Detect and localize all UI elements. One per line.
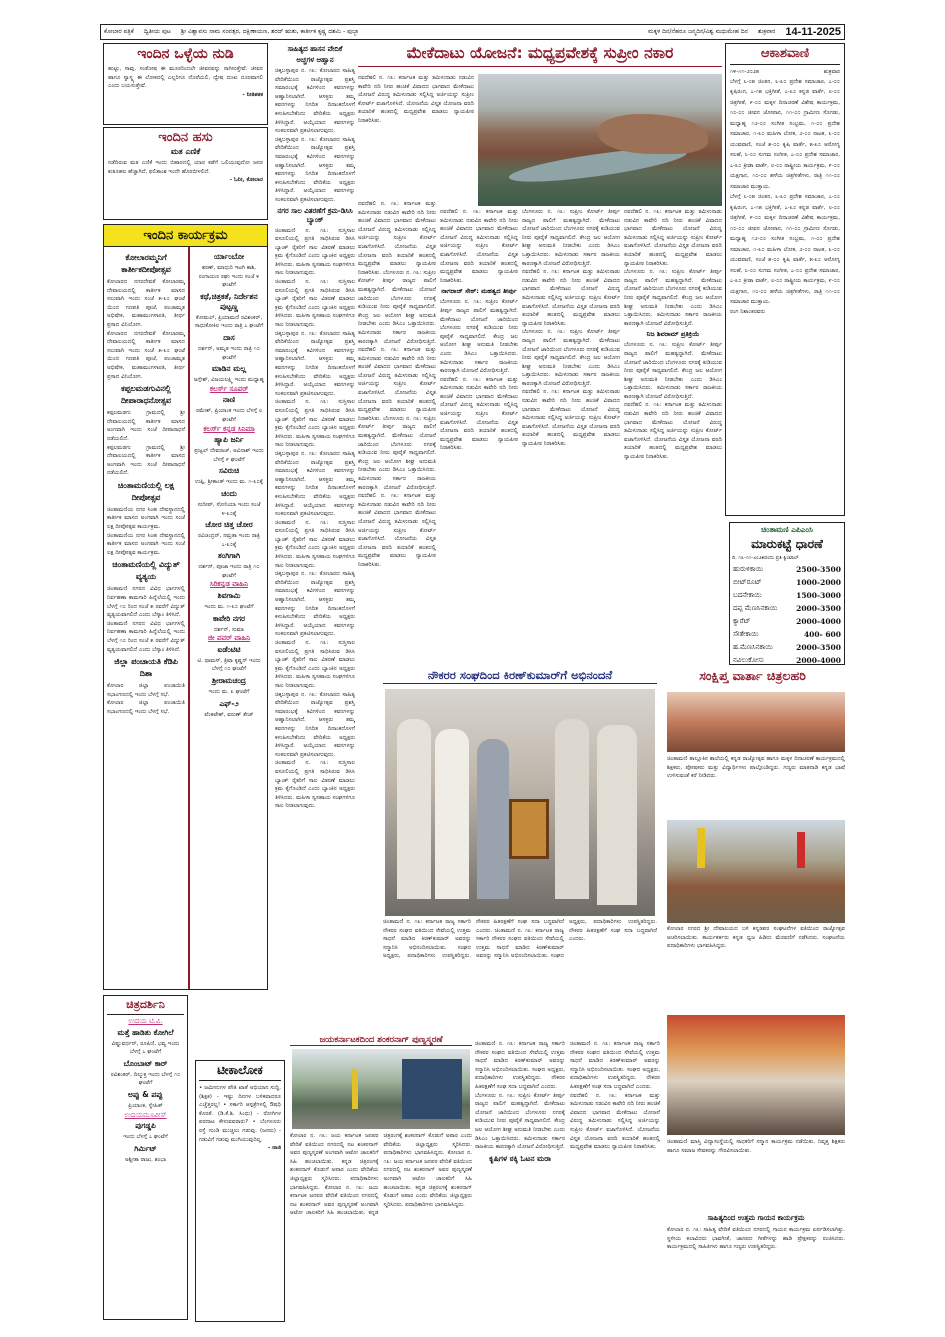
- market-row: [730, 628, 844, 641]
- film-text: ಇಂದು ಬೆಳಗ್ಗೆ ೭ ಘಂಟೆಗೆ: [123, 1134, 168, 1141]
- sahitya-text2-more: ಚಿಂತಾಮಣಿ ನ. ೧೩: ಸುಸ್ತಿಸಾಲ ವಸೂಲಿಯಲ್ಲಿ ಪ್ರಗತಿ ಸಾಧಿಸಿರುವ ಡಿಸಿಸಿ ಬ್ಯಾಂಕ್ ರೈತರಿಗೆ ಸಾಲ ವಿತರಣೆ ಮಾಡಲು ಕ್ರಮ ಕೈಗೊಂಡಿದೆ ಎಂದು ಬ್ಯಾಂಕಿನ ಅಧ್ಯಕ್ಷರು ತಿಳಿಸಿದರು. ಮಹಿಳಾ ಸ್ವಸಹಾಯ ಸಂಘಗಳಿಗೂ ಸಾಲ ನೀಡಲಾಗುವುದು.: [275, 279, 355, 329]
- brief-photo-1: [667, 692, 845, 752]
- tv-program-title: ಸವಿರುಚಿ: [218, 466, 240, 476]
- market-header: ಚಿಂತಾಮಣಿ ಎಪಿಎಂಸಿ: [761, 525, 813, 534]
- sahitya-text-cont3: ಚಿಕ್ಕಬಳ್ಳಾಪುರ ನ. ೧೩: ಕೋಲಾರದ ಸಾಹಿತ್ಯ ವೇದಿಕೆಯಿಂದ ರಾಜ್ಯೋತ್ಸವ ಪ್ರಶಸ್ತಿ ಸಮಾರಂಭಕ್ಕೆ ಕವಿಗಳಿಂದ ಕವನಗಳನ್ನು ಆಹ್ವಾನಿಸಲಾಗಿದೆ. ಆಸಕ್ತರು ತಮ್ಮ ಕವನಗಳನ್ನು ನಿಗದಿತ ದಿನಾಂಕದೊಳಗೆ ಕಳುಹಿಸಬೇಕೆಂದು ವೇದಿಕೆಯ ಅಧ್ಯಕ್ಷರು ತಿಳಿಸಿದ್ದಾರೆ. ಆಯ್ಕೆಯಾದ ಕವನಗಳನ್ನು ಸಂಕಲನವಾಗಿ ಪ್ರಕಟಿಸಲಾಗುವುದು.: [275, 571, 355, 638]
- market-price-box: [729, 522, 845, 665]
- brief-text: ಕೋಲಾರ ನ. ೧೩: ಸಾಹಿತ್ಯ ವೇದಿಕೆ ವತಿಯಿಂದ ನಗರದಲ್ಲಿ ಗಾಯನ ಕಾರ್ಯಕ್ರಮ ಏರ್ಪಡಿಸಲಾಗಿತ್ತು. ಸ್ಥಳೀಯ ಕಲಾವಿದರು ಭಾವಗೀತೆ, ಜಾನಪದ ಗೀತೆಗಳನ್ನು ಹಾಡಿ ಪ್ರೇಕ್ಷಕರನ್ನು ರಂಜಿಸಿದರು. ಕಾರ್ಯಕ್ರಮದಲ್ಲಿ ಸಾಹಿತಿಗಳು ಹಾಗೂ ಗಣ್ಯರು ಉಪಸ್ಥಿತರಿದ್ದರು.: [667, 1227, 845, 1251]
- main-text-1b: ನವದೆಹಲಿ ನ. ೧೩: ಕರ್ನಾಟಕ ಮತ್ತು ತಮಿಳುನಾಡು ನಡುವಿನ ಕಾವೇರಿ ನದಿ ನೀರು ಹಂಚಿಕೆ ವಿವಾದದ ಭಾಗವಾದ ಮೇಕೆದಾಟು ಯೋಜನೆ ವಿರುದ್ಧ ತಮಿಳುನಾಡು ಸಲ್ಲಿಸಿದ್ದ ಅರ್ಜಿಯನ್ನು ಸುಪ್ರೀಂ ಕೋರ್ಟ್ ವಜಾಗೊಳಿಸಿದೆ. ಯೋಜನೆಯ ವಿಸ್ತೃತ ಯೋಜನಾ ವರದಿ ತಯಾರಿಕೆ ಹಂತದಲ್ಲಿ ಮಧ್ಯಪ್ರವೇಶ ಮಾಡಲು ನ್ಯಾಯಪೀಠ ನಿರಾಕರಿಸಿತು.: [358, 201, 436, 276]
- today-cartoon-author: - ಓನೀ, ಕೋಲಾರ: [229, 177, 263, 184]
- sahitya-text-cont: ಚಿಕ್ಕಬಳ್ಳಾಪುರ ನ. ೧೩: ಕೋಲಾರದ ಸಾಹಿತ್ಯ ವೇದಿಕೆಯಿಂದ ರಾಜ್ಯೋತ್ಸವ ಪ್ರಶಸ್ತಿ ಸಮಾರಂಭಕ್ಕೆ ಕವಿಗಳಿಂದ ಕವನಗಳನ್ನು ಆಹ್ವಾನಿಸಲಾಗಿದೆ. ಆಸಕ್ತರು ತಮ್ಮ ಕವನಗಳನ್ನು ನಿಗದಿತ ದಿನಾಂಕದೊಳಗೆ ಕಳುಹಿಸಬೇಕೆಂದು ವೇದಿಕೆಯ ಅಧ್ಯಕ್ಷರು ತಿಳಿಸಿದ್ದಾರೆ. ಆಯ್ಕೆಯಾದ ಕವನಗಳನ್ನು ಸಂಕಲನವಾಗಿ ಪ್ರಕಟಿಸಲಾಗುವುದು.: [275, 330, 355, 397]
- main-text-1c: ನವದೆಹಲಿ ನ. ೧೩: ಕರ್ನಾಟಕ ಮತ್ತು ತಮಿಳುನಾಡು ನಡುವಿನ ಕಾವೇರಿ ನದಿ ನೀರು ಹಂಚಿಕೆ ವಿವಾದದ ಭಾಗವಾದ ಮೇಕೆದಾಟು ಯೋಜನೆ ವಿರುದ್ಧ ತಮಿಳುನಾಡು ಸಲ್ಲಿಸಿದ್ದ ಅರ್ಜಿಯನ್ನು ಸುಪ್ರೀಂ ಕೋರ್ಟ್ ವಜಾಗೊಳಿಸಿದೆ. ಯೋಜನೆಯ ವಿಸ್ತೃತ ಯೋಜನಾ ವರದಿ ತಯಾರಿಕೆ ಹಂತದಲ್ಲಿ ಮಧ್ಯಪ್ರವೇಶ ಮಾಡಲು ನ್ಯಾಯಪೀಠ ನಿರಾಕರಿಸಿತು.: [358, 347, 436, 422]
- market-item: ಹುರುಳಿಕಾಯಿ: [733, 564, 763, 573]
- program-text: ಚಿಂತಾಮಣಿಯ ನಗರ ಸಿಂಹ ದೇವಸ್ಥಾನದಲ್ಲಿ ಕಾರ್ತೀಕ ಮಾಸದ ಅಂಗವಾಗಿ ಇಂದು ಸಂಜೆ ಲಕ್ಷ ದೀಪೋತ್ಸವ ಕಾರ್ಯಕ್ರಮ.: [107, 506, 185, 531]
- programs-box: [103, 224, 268, 990]
- programs-title: ಇಂದಿನ ಕಾರ್ಯಕ್ರಮ: [104, 225, 267, 247]
- brief-photo-2: [667, 820, 845, 923]
- panchanga: ಶ್ರೀ ವಿಶ್ವಾವಸು ನಾಮ ಸಂವತ್ಸರ, ದಕ್ಷಿಣಾಯಣ, ಶರದ್ ಋತು, ಕಾರ್ತೀಕ ಕೃಷ್ಣ ದಶಮಿ - ಪುಬ್ಬಾ: [180, 28, 359, 35]
- brief-caption-2: ಕೋಲಾರ ನಗರದ ಶ್ರೀ ದೇವಾಲಯದ ಬಳಿ ಕನ್ನಡಪರ ಸಂಘಟನೆಗಳ ವತಿಯಿಂದ ರಾಜ್ಯೋತ್ಸವ ಆಚರಿಸಲಾಯಿತು. ಕಾರ್ಯಕರ್ತರು ಕನ್ನಡ ಧ್ವಜ ಹಿಡಿದು ಮೆರವಣಿಗೆ ನಡೆಸಿದರು. ಸಂಘಟನೆಯ ಪದಾಧಿಕಾರಿಗಳು ಭಾಗವಹಿಸಿದ್ದರು.: [667, 926, 845, 950]
- good-word-author: - ನೀತಿಶತಕ: [242, 91, 263, 98]
- program-text-more: ಕೋಲಾರ ಜಿಲ್ಲಾ ಪಂಚಾಯಿತಿ ಸಭಾಂಗಣದಲ್ಲಿ ಇಂದು ಬೆಳಗ್ಗೆ ಸಭೆ.: [107, 700, 185, 715]
- program-text-more: ಚಿಂತಾಮಣಿ ನಗರದ ವಿವಿಧ ಭಾಗಗಳಲ್ಲಿ ನಿರ್ವಹಣಾ ಕಾಮಗಾರಿ ಹಿನ್ನೆಲೆಯಲ್ಲಿ ಇಂದು ಬೆಳಗ್ಗೆ ೧೦ ರಿಂದ ಸಂಜೆ ೫ ರವರೆಗೆ ವಿದ್ಯುತ್ ವ್ಯತ್ಯಯವಾಗಲಿದೆ ಎಂದು ಬೆಸ್ಕಾಂ ತಿಳಿಸಿದೆ.: [107, 620, 185, 653]
- sahitya-text2-cont4: ಚಿಂತಾಮಣಿ ನ. ೧೩: ಸುಸ್ತಿಸಾಲ ವಸೂಲಿಯಲ್ಲಿ ಪ್ರಗತಿ ಸಾಧಿಸಿರುವ ಡಿಸಿಸಿ ಬ್ಯಾಂಕ್ ರೈತರಿಗೆ ಸಾಲ ವಿತರಣೆ ಮಾಡಲು ಕ್ರಮ ಕೈಗೊಂಡಿದೆ ಎಂದು ಬ್ಯಾಂಕಿನ ಅಧ್ಯಕ್ಷರು ತಿಳಿಸಿದರು. ಮಹಿಳಾ ಸ್ವಸಹಾಯ ಸಂಘಗಳಿಗೂ ಸಾಲ ನೀಡಲಾಗುವುದು.: [275, 760, 355, 810]
- extra-text-2: ನವದೆಹಲಿ ನ. ೧೩: ಕರ್ನಾಟಕ ಮತ್ತು ತಮಿಳುನಾಡು ನಡುವಿನ ಕಾವೇರಿ ನದಿ ನೀರು ಹಂಚಿಕೆ ವಿವಾದದ ಭಾಗವಾದ ಮೇಕೆದಾಟು ಯೋಜನೆ ವಿರುದ್ಧ ತಮಿಳುನಾಡು ಸಲ್ಲಿಸಿದ್ದ ಅರ್ಜಿಯನ್ನು ಸುಪ್ರೀಂ ಕೋರ್ಟ್ ವಜಾಗೊಳಿಸಿದೆ. ಯೋಜನೆಯ ವಿಸ್ತೃತ ಯೋಜನಾ ವರದಿ ತಯಾರಿಕೆ ಹಂತದಲ್ಲಿ ಮಧ್ಯಪ್ರವೇಶ ಮಾಡಲು ನ್ಯಾಯಪೀಠ ನಿರಾಕರಿಸಿತು.: [570, 1092, 660, 1151]
- kiran-text: [383, 918, 657, 1036]
- main-text-1d: ನವದೆಹಲಿ ನ. ೧೩: ಕರ್ನಾಟಕ ಮತ್ತು ತಮಿಳುನಾಡು ನಡುವಿನ ಕಾವೇರಿ ನದಿ ನೀರು ಹಂಚಿಕೆ ವಿವಾದದ ಭಾಗವಾದ ಮೇಕೆದಾಟು ಯೋಜನೆ ವಿರುದ್ಧ ತಮಿಳುನಾಡು ಸಲ್ಲಿಸಿದ್ದ ಅರ್ಜಿಯನ್ನು ಸುಪ್ರೀಂ ಕೋರ್ಟ್ ವಜಾಗೊಳಿಸಿದೆ. ಯೋಜನೆಯ ವಿಸ್ತೃತ ಯೋಜನಾ ವರದಿ ತಯಾರಿಕೆ ಹಂತದಲ್ಲಿ ಮಧ್ಯಪ್ರವೇಶ ಮಾಡಲು ನ್ಯಾಯಪೀಠ ನಿರಾಕರಿಸಿತು.: [358, 493, 436, 568]
- good-word-title: ಇಂದಿನ ಒಳ್ಳೆಯ ನುಡಿ: [137, 46, 234, 62]
- tv-program-text: ದರ್ಶನ್, ಅಮೃತ ಇಂದು ರಾತ್ರಿ ೧೦ ಘಂಟೆಗೆ: [198, 345, 260, 361]
- mekedatu-photo: [478, 74, 722, 206]
- masthead-bar: [100, 24, 845, 40]
- main-subhead: ನಾಗರಾಜ್ ಸೇಠ್: ಮಹತ್ವದ ತೀರ್ಪು: [441, 287, 517, 296]
- main-text-col2: [358, 200, 436, 662]
- chitradarshini-channel: ಉದಯ ಟಿ.ವಿ.: [128, 1017, 163, 1025]
- extra-text-1: ಬೆಂಗಳೂರು ನ. ೧೩: ಸುಪ್ರೀಂ ಕೋರ್ಟ್ ತೀರ್ಪು ರಾಜ್ಯದ ಪಾಲಿಗೆ ಮಹತ್ವದ್ದಾಗಿದೆ. ಮೇಕೆದಾಟು ಯೋಜನೆ ಜಾರಿಯಿಂದ ಬೆಂಗಳೂರು ನಗರಕ್ಕೆ ಕುಡಿಯುವ ನೀರು ಪೂರೈಕೆ ಸಾಧ್ಯವಾಗಲಿದೆ. ಕೇಂದ್ರ ಜಲ ಆಯೋಗ ಶೀಘ್ರ ಅನುಮತಿ ನೀಡಬೇಕು ಎಂದು ಡಿಸಿಎಂ ಒತ್ತಾಯಿಸಿದರು. ತಮಿಳುನಾಡು ಸರ್ಕಾರ ರಾಜಕೀಯ ಕಾರಣಕ್ಕಾಗಿ ಯೋಜನೆ ವಿರೋಧಿಸುತ್ತಿದೆ.: [475, 1092, 565, 1151]
- market-row: [730, 654, 844, 665]
- weekday: ಶುಕ್ರವಾರ: [758, 28, 776, 35]
- market-item: ದಪ್ಪ ಮೆಣಸಿನಕಾಯಿ: [733, 603, 778, 612]
- tv-program-text: ರಮೇಶ್, ಪ್ರಿಯಾಂಕ ಇಂದು ಬೆಳಗ್ಗೆ ೮ ಘಂಟೆಗೆ: [196, 408, 262, 423]
- main-text-col4: [522, 208, 620, 663]
- main-text-col5: [624, 208, 722, 663]
- tv-program-text: ಶರಣ್, ಮಾಧುರಿ ಇಟಗಿ ಕಾಶಿ, ರಂಗಾಯಣ ರಘು ಇಂದು ಸಂಜೆ ೪ ಘಂಟೆಗೆ: [198, 265, 260, 289]
- page-label: ದ್ವಿತೀಯ ಪುಟ: [143, 28, 171, 35]
- brief-photo-3: [667, 1015, 845, 1135]
- film-title: ಪುಗಡ್ಡಪಿ: [135, 1121, 156, 1131]
- tv-program-title: ತಂಗಿಗಾಗಿ: [217, 551, 241, 561]
- program-text: ಚಿಂತಾಮಣಿ ನಗರದ ವಿವಿಧ ಭಾಗಗಳಲ್ಲಿ ನಿರ್ವಹಣಾ ಕಾಮಗಾರಿ ಹಿನ್ನೆಲೆಯಲ್ಲಿ ಇಂದು ಬೆಳಗ್ಗೆ ೧೦ ರಿಂದ ಸಂಜೆ ೫ ರವರೆಗೆ ವಿದ್ಯುತ್ ವ್ಯತ್ಯಯವಾಗಲಿದೆ ಎಂದು ಬೆಸ್ಕಾಂ ತಿಳಿಸಿದೆ.: [107, 586, 185, 619]
- jaya-text-3: ಕೋಲಾರ ನ. ೧೩: ಜಯ ಕರ್ನಾಟಕ ಜನಪರ ವೇದಿಕೆ ವತಿಯಿಂದ ನಗರದಲ್ಲಿ ನಟ ಶಂಕರನಾಗ್ ಅವರ ಪುಣ್ಯಸ್ಮರಣೆ ಅಂಗವಾಗಿ ಆಟೋ ಚಾಲಕರಿಗೆ ಸಿಹಿ ಹಂಚಲಾಯಿತು. ಕನ್ನಡ ಚಿತ್ರರಂಗಕ್ಕೆ ಶಂಕರನಾಗ್ ಕೊಡುಗೆ ಅಪಾರ ಎಂದು ವೇದಿಕೆಯ ಜಿಲ್ಲಾಧ್ಯಕ್ಷರು ಸ್ಮರಿಸಿದರು. ಪದಾಧಿಕಾರಿಗಳು ಭಾಗವಹಿಸಿದ್ದರು.: [383, 1150, 472, 1208]
- tv-program-text: ದರ್ಶನ್, ಪೂಜಾ ಇಂದು ರಾತ್ರಿ ೧೦ ಘಂಟೆಗೆ: [198, 564, 260, 579]
- program-text: ಕೋಲಾರದ ನಗರದೇವತೆ ಕೋಲಾರಮ್ಮ ದೇವಾಲಯದಲ್ಲಿ ಕಾರ್ತೀಕ ಮಾಸದ ಸಲುವಾಗಿ ಇಂದು ಸಂಜೆ ೫-೩೦ ಘಂಟೆ ಯಿಂದ ಗಣಪತಿ ಪೂಜೆ, ಪಂಚಾಮೃತ ಅಭಿಷೇಕ, ಮಹಾಮಂಗಳಾರತಿ, ತೀರ್ಥ ಪ್ರಸಾದ ವಿನಿಯೋಗ.: [107, 279, 185, 328]
- tv-program-text: ಕೋಮಲ್, ಪ್ರಿಯಾಮಣಿ ರವಿಶಂಕರ್, ಸಾಧುಕೋಕಿಲ ಇಂದು ರಾತ್ರಿ ೭ ಘಂಟೆಗೆ: [194, 314, 264, 330]
- film-title: ಗಿರ್ಮಿಟ್: [134, 1143, 157, 1153]
- main-text-2g: ಬೆಂಗಳೂರು ನ. ೧೩: ಸುಪ್ರೀಂ ಕೋರ್ಟ್ ತೀರ್ಪು ರಾಜ್ಯದ ಪಾಲಿಗೆ ಮಹತ್ವದ್ದಾಗಿದೆ. ಮೇಕೆದಾಟು ಯೋಜನೆ ಜಾರಿಯಿಂದ ಬೆಂಗಳೂರು ನಗರಕ್ಕೆ ಕುಡಿಯುವ ನೀರು ಪೂರೈಕೆ ಸಾಧ್ಯವಾಗಲಿದೆ. ಕೇಂದ್ರ ಜಲ ಆಯೋಗ ಶೀಘ್ರ ಅನುಮತಿ ನೀಡಬೇಕು ಎಂದು ಡಿಸಿಎಂ ಒತ್ತಾಯಿಸಿದರು. ತಮಿಳುನಾಡು ಸರ್ಕಾರ ರಾಜಕೀಯ ಕಾರಣಕ್ಕಾಗಿ ಯೋಜನೆ ವಿರೋಧಿಸುತ್ತಿದೆ.: [624, 342, 722, 400]
- akashavani-title: ಆಕಾಶವಾಣಿ: [730, 46, 840, 65]
- market-price: 2000-3500: [796, 603, 841, 613]
- tv-program-title: ಮಾಡಿನ ಮಲ್ಲ: [211, 364, 247, 374]
- akashavani-schedule-more: ಬೆಳಗ್ಗೆ ೬-೦೫ ಚಿಂತನ, ೬-೩೦ ಪ್ರದೇಶ ಸಮಾಚಾರ, ೭-೦೦ ಕೃಷಿರಂಗ, ೭-೧೫ ಭಕ್ತಿಗೀತೆ, ೭-೩೦ ಕನ್ನಡ ವಾರ್ತೆ, ೮-೦೦ ಚಿತ್ರಗೀತೆ, ೯-೦೦ ಮಕ್ಕಳ ದಿನಾಚರಣೆ ವಿಶೇಷ ಕಾರ್ಯಕ್ರಮ, ೧೦-೦೦ ಜೀವನ ಜೋಪಾನ, ೧೧-೦೦ ಗ್ರಾಮೀಣ ಸೊಗಡು, ಮಧ್ಯಾಹ್ನ ೧೨-೦೦ ಸಂಗೀತ ಸಂಭ್ರಮ, ೧-೦೦ ಪ್ರದೇಶ ಸಮಾಚಾರ, ೧-೩೦ ಮಹಿಳಾ ಲೋಕ, ೨-೦೦ ನಾಟಕ, ೩-೦೦ ಯುವವಾಣಿ, ಸಂಜೆ ೫-೦೦ ಕೃಷಿ ವಾರ್ತೆ, ೫-೩೦ ಆರೋಗ್ಯ ಸಲಹೆ, ೬-೦೦ ಸುಗಮ ಸಂಗೀತ, ೭-೦೦ ಪ್ರದೇಶ ಸಮಾಚಾರ, ೭-೩೦ ಕ್ರೀಡಾ ವಾರ್ತೆ, ೮-೦೦ ರಾಷ್ಟ್ರೀಯ ಕಾರ್ಯಕ್ರಮ, ೯-೦೦ ಯಕ್ಷಗಾನ, ೧೦-೦೦ ಹಳೆಯ ಚಿತ್ರಗೀತೆಗಳು, ರಾತ್ರಿ ೧೧-೦೦ ಸಮಾಚಾರ ಮುಕ್ತಾಯ.: [730, 194, 840, 306]
- film-text: ಪ್ರಿಯಾಂಕ, ಸ್ನೇಹಿತ್: [128, 1102, 163, 1109]
- akashavani-box: [725, 43, 845, 516]
- market-note: ದಿ. ೧೩-೧೧-೨೦೨೫ರಂದು ಪ್ರತಿ ಕ್ವಿಂಟಾಲ್: [732, 555, 799, 561]
- date: 14-11-2025: [785, 26, 841, 38]
- jaya-text-2: ಕೋಲಾರ ನ. ೧೩: ಜಯ ಕರ್ನಾಟಕ ಜನಪರ ವೇದಿಕೆ ವತಿಯಿಂದ ನಗರದಲ್ಲಿ ನಟ ಶಂಕರನಾಗ್ ಅವರ ಪುಣ್ಯಸ್ಮರಣೆ ಅಂಗವಾಗಿ ಆಟೋ ಚಾಲಕರಿಗೆ ಸಿಹಿ ಹಂಚಲಾಯಿತು. ಕನ್ನಡ ಚಿತ್ರರಂಗಕ್ಕೆ ಶಂಕರನಾಗ್ ಕೊಡುಗೆ ಅಪಾರ ಎಂದು ವೇದಿಕೆಯ ಜಿಲ್ಲಾಧ್ಯಕ್ಷರು ಸ್ಮರಿಸಿದರು. ಪದಾಧಿಕಾರಿಗಳು ಭಾಗವಹಿಸಿದ್ದರು.: [290, 1133, 472, 1217]
- tv-program-title: ಕಾವೇರಿ ನಗರ: [212, 613, 246, 623]
- today-cartoon-text: ನಡೆದಿರುವ ಮತ ಎಣಿಕೆ ಇಂದು ಬಿಹಾರದಲ್ಲಿ ಯಾರ ಕಡೆಗೆ ಒಲಿಯುವುದೋ ಜನರ ಕುತೂಹಲ ಹೆಚ್ಚಾಗಿದೆ, ಫಲಿತಾಂಶ ಇಂದೇ ಹೊರಬೀಳಲಿದೆ.: [108, 160, 263, 175]
- tv-program-text: ಸುದೀಪ್, ಸೋನಿಯಾ ಇಂದು ಸಂಜೆ ೪-೩೦ಕ್ಕೆ: [197, 501, 261, 517]
- sahitya-text-cont4: ಚಿಕ್ಕಬಳ್ಳಾಪುರ ನ. ೧೩: ಕೋಲಾರದ ಸಾಹಿತ್ಯ ವೇದಿಕೆಯಿಂದ ರಾಜ್ಯೋತ್ಸವ ಪ್ರಶಸ್ತಿ ಸಮಾರಂಭಕ್ಕೆ ಕವಿಗಳಿಂದ ಕವನಗಳನ್ನು ಆಹ್ವಾನಿಸಲಾಗಿದೆ. ಆಸಕ್ತರು ತಮ್ಮ ಕವನಗಳನ್ನು ನಿಗದಿತ ದಿನಾಂಕದೊಳಗೆ ಕಳುಹಿಸಬೇಕೆಂದು ವೇದಿಕೆಯ ಅಧ್ಯಕ್ಷರು ತಿಳಿಸಿದ್ದಾರೆ. ಆಯ್ಕೆಯಾದ ಕವನಗಳನ್ನು ಸಂಕಲನವಾಗಿ ಪ್ರಕಟಿಸಲಾಗುವುದು.: [275, 691, 355, 758]
- market-row: [730, 615, 844, 628]
- channel-name: ಕಲರ್ಸ್ ಕನ್ನಡ ಸಿನಿಮಾ: [203, 424, 255, 433]
- good-word-box: [103, 43, 268, 125]
- jaya-text: [290, 1132, 472, 1322]
- program-text-more: ಚಿಂತಾಮಣಿಯ ನಗರ ಸಿಂಹ ದೇವಸ್ಥಾನದಲ್ಲಿ ಕಾರ್ತೀಕ ಮಾಸದ ಅಂಗವಾಗಿ ಇಂದು ಸಂಜೆ ಲಕ್ಷ ದೀಪೋತ್ಸವ ಕಾರ್ಯಕ್ರಮ.: [107, 532, 185, 556]
- market-price: 1000-2000: [796, 577, 841, 587]
- tv-program-text: ಇಂದು ಮ. ೩ ಘಂಟೆಗೆ: [208, 689, 250, 696]
- film-title: ಬೊಂಬಾಟ್ ಕಾರ್: [123, 1058, 168, 1068]
- kiran-felicitation-photo: [385, 689, 655, 916]
- sahitya-column: [275, 43, 355, 1038]
- market-row: [730, 641, 844, 654]
- akashavani-schedule: ಬೆಳಗ್ಗೆ ೬-೦೫ ಚಿಂತನ, ೬-೩೦ ಪ್ರದೇಶ ಸಮಾಚಾರ, ೭-೦೦ ಕೃಷಿರಂಗ, ೭-೧೫ ಭಕ್ತಿಗೀತೆ, ೭-೩೦ ಕನ್ನಡ ವಾರ್ತೆ, ೮-೦೦ ಚಿತ್ರಗೀತೆ, ೯-೦೦ ಮಕ್ಕಳ ದಿನಾಚರಣೆ ವಿಶೇಷ ಕಾರ್ಯಕ್ರಮ, ೧೦-೦೦ ಜೀವನ ಜೋಪಾನ, ೧೧-೦೦ ಗ್ರಾಮೀಣ ಸೊಗಡು, ಮಧ್ಯಾಹ್ನ ೧೨-೦೦ ಸಂಗೀತ ಸಂಭ್ರಮ, ೧-೦೦ ಪ್ರದೇಶ ಸಮಾಚಾರ, ೧-೩೦ ಮಹಿಳಾ ಲೋಕ, ೨-೦೦ ನಾಟಕ, ೩-೦೦ ಯುವವಾಣಿ, ಸಂಜೆ ೫-೦೦ ಕೃಷಿ ವಾರ್ತೆ, ೫-೩೦ ಆರೋಗ್ಯ ಸಲಹೆ, ೬-೦೦ ಸುಗಮ ಸಂಗೀತ, ೭-೦೦ ಪ್ರದೇಶ ಸಮಾಚಾರ, ೭-೩೦ ಕ್ರೀಡಾ ವಾರ್ತೆ, ೮-೦೦ ರಾಷ್ಟ್ರೀಯ ಕಾರ್ಯಕ್ರಮ, ೯-೦೦ ಯಕ್ಷಗಾನ, ೧೦-೦೦ ಹಳೆಯ ಚಿತ್ರಗೀತೆಗಳು, ರಾತ್ರಿ ೧೧-೦೦ ಸಮಾಚಾರ ಮುಕ್ತಾಯ.: [730, 78, 840, 190]
- brief-caption-3: ಚಿಂತಾಮಣಿ ಮಾಸ್ತಿ ವಿದ್ಯಾಸಂಸ್ಥೆಯಲ್ಲಿ ಸಾಧಕರಿಗೆ ಸನ್ಮಾನ ಕಾರ್ಯಕ್ರಮ ನಡೆಯಿತು. ನಿವೃತ್ತ ಶಿಕ್ಷಕರು ಹಾಗೂ ಸಮಾಜ ಸೇವಕರನ್ನು ಗೌರವಿಸಲಾಯಿತು.: [667, 1139, 845, 1154]
- market-row: [730, 563, 844, 576]
- kiran-subhead: ಕೃಷಿಗಳ ಠಕ್ಕಿ ಓಟನ ಮರಾ: [489, 1153, 551, 1163]
- program-text: ಕೋಲಾರ ಜಿಲ್ಲಾ ಪಂಚಾಯಿತಿ ಸಭಾಂಗಣದಲ್ಲಿ ಇಂದು ಬೆಳಗ್ಗೆ ಸಭೆ.: [107, 683, 185, 698]
- chitradarshini-list: [107, 1028, 184, 1165]
- market-table: [730, 563, 844, 665]
- film-text: ರವಿಶಂಕರ್, ದಿಲ್ಮುಕ್ತ ಇಂದು ಬೆಳಗ್ಗೆ ೧೦ ಘಂಟೆಗೆ: [110, 1071, 181, 1087]
- main-text-col1: [358, 74, 474, 199]
- market-item: ಸೌತೇಕಾಯಿ: [733, 629, 759, 638]
- chitradarshini-box: [103, 995, 188, 1320]
- akashavani-footer: ರಂಗ ನಿಶಾಂತರವರು: [730, 308, 766, 315]
- market-price: 400- 600: [803, 629, 841, 639]
- market-item: ಬದನೇಕಾಯಿ: [733, 590, 762, 599]
- good-word-text: ಹುಟ್ಟು, ಸಾವು, ಸಂತೋಷ ಈ ಮೂರರಿಂದಲೇ ಜೀವನವನ್ನು ಸಾಗಿಸುತ್ತೇವೆ. ಜೀವನ ಹಾಗೂ ಸ್ವಾಸ್ಥ್ಯ ಈ ಲೋಕದಲ್ಲಿ ಎಲ್ಲರಿಗೂ ದೊರೆಯಲಿ, ದ್ವೇಷ ದುಃಖ ದೂರವಾಗಲಿ ಎಂದು ಬಯಸುತ್ತೇವೆ.: [108, 66, 263, 90]
- main-text-col3: [440, 208, 518, 663]
- tv-program-title: ಹ್ಯಾಪಿ ಜರ್ನಿ: [214, 435, 244, 445]
- paper-name: ಕೋಲಾರ ಪತ್ರಿಕೆ: [104, 28, 134, 35]
- brief-title: ಸಂಕ್ಷಿಪ್ತ ವಾರ್ತಾ ಚಿತ್ರಲಹರಿ: [699, 668, 806, 683]
- market-price: 2000-3500: [796, 642, 841, 652]
- channel-name: ಉದಯಮೂವೀಸ್: [124, 1110, 167, 1119]
- kiran-text-1: ಚಿಂತಾಮಣಿ ನ. ೧೩: ಕರ್ನಾಟಕ ರಾಜ್ಯ ಸರ್ಕಾರಿ ನೌಕರರ ಸಂಘದ ವತಿಯಿಂದ ಸೇವೆಯಲ್ಲಿ ಉತ್ತಮ ಸಾಧನೆ ಮಾಡಿದ ಕಿರಣ್‌ಕುಮಾರ್ ಅವರನ್ನು ಸನ್ಮಾನಿಸಿ ಅಭಿನಂದಿಸಲಾಯಿತು. ಸಂಘದ ಅಧ್ಯಕ್ಷರು, ಪದಾಧಿಕಾರಿಗಳು ಉಪಸ್ಥಿತರಿದ್ದರು. ನೌಕರರ ಹಿತರಕ್ಷಣೆಗೆ ಸಂಘ ಸದಾ ಬದ್ಧವಾಗಿದೆ ಎಂದರು.: [383, 919, 564, 960]
- channel-name: ಸಿರಿಕನ್ನಡ ವಾಹಿನಿ: [210, 580, 248, 589]
- akashavani-date-row: [730, 68, 840, 77]
- program-title: ಚಿಂತಾಮಣಿಯಲ್ಲಿ ವಿದ್ಯುತ್ ವ್ಯತ್ಯಯ: [112, 560, 180, 582]
- tv-program-text: ರವಿಚಂದ್ರನ್, ನಮ್ರತಾ ಇಂದು ರಾತ್ರಿ ೭-೩೦ಕ್ಕೆ: [197, 533, 260, 548]
- today-cartoon-box: [103, 127, 268, 220]
- tv-program-text: ದರ್ಶನ್, ಸುಮಾ: [213, 626, 245, 633]
- film-title: ಮತ್ತೆ ಹಾಡಿತು ಕೋಗಿಲೆ: [117, 1027, 174, 1037]
- market-price: 2000-4000: [796, 655, 841, 665]
- sahitya-sub2: ನಗರ ಸಾಲ ವಿತರಣೆಗೆ ಕ್ರಮ-ಡಿಸಿಸಿ ಬ್ಯಾಂಕ್: [277, 206, 353, 224]
- tv-program-title: ಚಂದು: [221, 488, 237, 498]
- main-text-2: ಬೆಂಗಳೂರು ನ. ೧೩: ಸುಪ್ರೀಂ ಕೋರ್ಟ್ ತೀರ್ಪು ರಾಜ್ಯದ ಪಾಲಿಗೆ ಮಹತ್ವದ್ದಾಗಿದೆ. ಮೇಕೆದಾಟು ಯೋಜನೆ ಜಾರಿಯಿಂದ ಬೆಂಗಳೂರು ನಗರಕ್ಕೆ ಕುಡಿಯುವ ನೀರು ಪೂರೈಕೆ ಸಾಧ್ಯವಾಗಲಿದೆ. ಕೇಂದ್ರ ಜಲ ಆಯೋಗ ಶೀಘ್ರ ಅನುಮತಿ ನೀಡಬೇಕು ಎಂದು ಡಿಸಿಎಂ ಒತ್ತಾಯಿಸಿದರು. ತಮಿಳುನಾಡು ಸರ್ಕಾರ ರಾಜಕೀಯ ಕಾರಣಕ್ಕಾಗಿ ಯೋಜನೆ ವಿರೋಧಿಸುತ್ತಿದೆ.: [440, 299, 518, 375]
- market-row: [730, 589, 844, 602]
- tv-program-title: ಎಫ್-೨: [219, 698, 239, 708]
- sahitya-text-cont2: ಚಿಕ್ಕಬಳ್ಳಾಪುರ ನ. ೧೩: ಕೋಲಾರದ ಸಾಹಿತ್ಯ ವೇದಿಕೆಯಿಂದ ರಾಜ್ಯೋತ್ಸವ ಪ್ರಶಸ್ತಿ ಸಮಾರಂಭಕ್ಕೆ ಕವಿಗಳಿಂದ ಕವನಗಳನ್ನು ಆಹ್ವಾನಿಸಲಾಗಿದೆ. ಆಸಕ್ತರು ತಮ್ಮ ಕವನಗಳನ್ನು ನಿಗದಿತ ದಿನಾಂಕದೊಳಗೆ ಕಳುಹಿಸಬೇಕೆಂದು ವೇದಿಕೆಯ ಅಧ್ಯಕ್ಷರು ತಿಳಿಸಿದ್ದಾರೆ. ಆಯ್ಕೆಯಾದ ಕವನಗಳನ್ನು ಸಂಕಲನವಾಗಿ ಪ್ರಕಟಿಸಲಾಗುವುದು.: [275, 450, 355, 518]
- market-item: ಹ.ಮೆಣಸಿನಕಾಯಿ: [733, 642, 773, 651]
- program-text: ಕಪ್ಪಲಮಡಗು ಗ್ರಾಮದಲ್ಲಿ ಶ್ರೀ ದೇವಾಲಯದಲ್ಲಿ ಕಾರ್ತೀಕ ಮಾಸದ ಅಂಗವಾಗಿ ಇಂದು ಸಂಜೆ ದೀಪಾರಾಧನೆ ನಡೆಯಲಿದೆ.: [107, 410, 185, 442]
- market-row: [730, 576, 844, 589]
- main-headline: ಮೇಕೆದಾಟು ಯೋಜನೆ: ಮಧ್ಯಪ್ರವೇಶಕ್ಕೆ ಸುಪ್ರೀಂ ನಕಾರ: [358, 44, 722, 67]
- main-text-2f: ಬೆಂಗಳೂರು ನ. ೧೩: ಸುಪ್ರೀಂ ಕೋರ್ಟ್ ತೀರ್ಪು ರಾಜ್ಯದ ಪಾಲಿಗೆ ಮಹತ್ವದ್ದಾಗಿದೆ. ಮೇಕೆದಾಟು ಯೋಜನೆ ಜಾರಿಯಿಂದ ಬೆಂಗಳೂರು ನಗರಕ್ಕೆ ಕುಡಿಯುವ ನೀರು ಪೂರೈಕೆ ಸಾಧ್ಯವಾಗಲಿದೆ. ಕೇಂದ್ರ ಜಲ ಆಯೋಗ ಶೀಘ್ರ ಅನುಮತಿ ನೀಡಬೇಕು ಎಂದು ಡಿಸಿಎಂ ಒತ್ತಾಯಿಸಿದರು. ತಮಿಳುನಾಡು ಸರ್ಕಾರ ರಾಜಕೀಯ ಕಾರಣಕ್ಕಾಗಿ ಯೋಜನೆ ವಿರೋಧಿಸುತ್ತಿದೆ.: [624, 269, 722, 327]
- sahitya-text2: ಚಿಂತಾಮಣಿ ನ. ೧೩: ಸುಸ್ತಿಸಾಲ ವಸೂಲಿಯಲ್ಲಿ ಪ್ರಗತಿ ಸಾಧಿಸಿರುವ ಡಿಸಿಸಿ ಬ್ಯಾಂಕ್ ರೈತರಿಗೆ ಸಾಲ ವಿತರಣೆ ಮಾಡಲು ಕ್ರಮ ಕೈಗೊಂಡಿದೆ ಎಂದು ಬ್ಯಾಂಕಿನ ಅಧ್ಯಕ್ಷರು ತಿಳಿಸಿದರು. ಮಹಿಳಾ ಸ್ವಸಹಾಯ ಸಂಘಗಳಿಗೂ ಸಾಲ ನೀಡಲಾಗುವುದು.: [275, 227, 355, 277]
- market-row: [730, 602, 844, 615]
- chitradarshini-title: ಚಿತ್ರದರ್ಶಿನಿ: [107, 998, 184, 1015]
- tv-program-title: ಕಥೆ,ಚಿತ್ರಕತೆ, ನಿರ್ದೇಶನ ಪುಟ್ಟಣ್ಣ: [200, 291, 258, 311]
- sahitya-text-more: ಚಿಕ್ಕಬಳ್ಳಾಪುರ ನ. ೧೩: ಕೋಲಾರದ ಸಾಹಿತ್ಯ ವೇದಿಕೆಯಿಂದ ರಾಜ್ಯೋತ್ಸವ ಪ್ರಶಸ್ತಿ ಸಮಾರಂಭಕ್ಕೆ ಕವಿಗಳಿಂದ ಕವನಗಳನ್ನು ಆಹ್ವಾನಿಸಲಾಗಿದೆ. ಆಸಕ್ತರು ತಮ್ಮ ಕವನಗಳನ್ನು ನಿಗದಿತ ದಿನಾಂಕದೊಳಗೆ ಕಳುಹಿಸಬೇಕೆಂದು ವೇದಿಕೆಯ ಅಧ್ಯಕ್ಷರು ತಿಳಿಸಿದ್ದಾರೆ. ಆಯ್ಕೆಯಾದ ಕವನಗಳನ್ನು ಸಂಕಲನವಾಗಿ ಪ್ರಕಟಿಸಲಾಗುವುದು.: [275, 136, 355, 203]
- sahitya-title: ಸಾಹಿತ್ಯದ ಹಾಸನ ವೇದಿಕೆ: [287, 45, 343, 53]
- tv-program-title: ರ್ಯಾಂಬೋ: [213, 252, 245, 261]
- sahitya-text2-cont: ಚಿಂತಾಮಣಿ ನ. ೧೩: ಸುಸ್ತಿಸಾಲ ವಸೂಲಿಯಲ್ಲಿ ಪ್ರಗತಿ ಸಾಧಿಸಿರುವ ಡಿಸಿಸಿ ಬ್ಯಾಂಕ್ ರೈತರಿಗೆ ಸಾಲ ವಿತರಣೆ ಮಾಡಲು ಕ್ರಮ ಕೈಗೊಂಡಿದೆ ಎಂದು ಬ್ಯಾಂಕಿನ ಅಧ್ಯಕ್ಷರು ತಿಳಿಸಿದರು. ಮಹಿಳಾ ಸ್ವಸಹಾಯ ಸಂಘಗಳಿಗೂ ಸಾಲ ನೀಡಲಾಗುವುದು.: [275, 399, 355, 449]
- main-text-2e: ಬೆಂಗಳೂರು ನ. ೧೩: ಸುಪ್ರೀಂ ಕೋರ್ಟ್ ತೀರ್ಪು ರಾಜ್ಯದ ಪಾಲಿಗೆ ಮಹತ್ವದ್ದಾಗಿದೆ. ಮೇಕೆದಾಟು ಯೋಜನೆ ಜಾರಿಯಿಂದ ಬೆಂಗಳೂರು ನಗರಕ್ಕೆ ಕುಡಿಯುವ ನೀರು ಪೂರೈಕೆ ಸಾಧ್ಯವಾಗಲಿದೆ. ಕೇಂದ್ರ ಜಲ ಆಯೋಗ ಶೀಘ್ರ ಅನುಮತಿ ನೀಡಬೇಕು ಎಂದು ಡಿಸಿಎಂ ಒತ್ತಾಯಿಸಿದರು. ತಮಿಳುನಾಡು ಸರ್ಕಾರ ರಾಜಕೀಯ ಕಾರಣಕ್ಕಾಗಿ ಯೋಜನೆ ವಿರೋಧಿಸುತ್ತಿದೆ.: [522, 329, 620, 387]
- tv-program-title: ಶ್ರೀರಾಮಚಂದ್ರ: [212, 676, 246, 686]
- tv-program-title: ನಾಣಿ: [222, 395, 236, 405]
- tv-program-text: ಉಪ್ಪಿ, ಶ್ರೀಕಾಂತ್ ಇಂದು ಮ. ೧-೩೦ಕ್ಕೆ: [194, 479, 264, 486]
- market-item: ಬೀಟ್‌ರೂಟ್: [733, 577, 762, 586]
- main-text-2b: ಬೆಂಗಳೂರು ನ. ೧೩: ಸುಪ್ರೀಂ ಕೋರ್ಟ್ ತೀರ್ಪು ರಾಜ್ಯದ ಪಾಲಿಗೆ ಮಹತ್ವದ್ದಾಗಿದೆ. ಮೇಕೆದಾಟು ಯೋಜನೆ ಜಾರಿಯಿಂದ ಬೆಂಗಳೂರು ನಗರಕ್ಕೆ ಕುಡಿಯುವ ನೀರು ಪೂರೈಕೆ ಸಾಧ್ಯವಾಗಲಿದೆ. ಕೇಂದ್ರ ಜಲ ಆಯೋಗ ಶೀಘ್ರ ಅನುಮತಿ ನೀಡಬೇಕು ಎಂದು ಡಿಸಿಎಂ ಒತ್ತಾಯಿಸಿದರು. ತಮಿಳುನಾಡು ಸರ್ಕಾರ ರಾಜಕೀಯ ಕಾರಣಕ್ಕಾಗಿ ಯೋಜನೆ ವಿರೋಧಿಸುತ್ತಿದೆ.: [358, 269, 436, 345]
- kiran-text-3: ಚಿಂತಾಮಣಿ ನ. ೧೩: ಕರ್ನಾಟಕ ರಾಜ್ಯ ಸರ್ಕಾರಿ ನೌಕರರ ಸಂಘದ ವತಿಯಿಂದ ಸೇವೆಯಲ್ಲಿ ಉತ್ತಮ ಸಾಧನೆ ಮಾಡಿದ ಕಿರಣ್‌ಕುಮಾರ್ ಅವರನ್ನು ಸನ್ಮಾನಿಸಿ ಅಭಿನಂದಿಸಲಾಯಿತು. ಸಂಘದ ಅಧ್ಯಕ್ಷರು, ಪದಾಧಿಕಾರಿಗಳು ಉಪಸ್ಥಿತರಿದ್ದರು. ನೌಕರರ ಹಿತರಕ್ಷಣೆಗೆ ಸಂಘ ಸದಾ ಬದ್ಧವಾಗಿದೆ ಎಂದರು.: [475, 1041, 565, 1090]
- main-text-1e: ನವದೆಹಲಿ ನ. ೧೩: ಕರ್ನಾಟಕ ಮತ್ತು ತಮಿಳುನಾಡು ನಡುವಿನ ಕಾವೇರಿ ನದಿ ನೀರು ಹಂಚಿಕೆ ವಿವಾದದ ಭಾಗವಾದ ಮೇಕೆದಾಟು ಯೋಜನೆ ವಿರುದ್ಧ ತಮಿಳುನಾಡು ಸಲ್ಲಿಸಿದ್ದ ಅರ್ಜಿಯನ್ನು ಸುಪ್ರೀಂ ಕೋರ್ಟ್ ವಜಾಗೊಳಿಸಿದೆ. ಯೋಜನೆಯ ವಿಸ್ತೃತ ಯೋಜನಾ ವರದಿ ತಯಾರಿಕೆ ಹಂತದಲ್ಲಿ ಮಧ್ಯಪ್ರವೇಶ ಮಾಡಲು ನ್ಯಾಯಪೀಠ ನಿರಾಕರಿಸಿತು.: [440, 209, 518, 284]
- tv-program-text: ವೆಂಕಟೇಶ್, ವರುಣ್ ತೇಜ್: [204, 711, 254, 718]
- market-item: ಕ್ಯಾರೆಟ್: [733, 616, 751, 625]
- tika-box: [195, 1060, 285, 1322]
- film-text: ವಿಷ್ಣುವರ್ಧನ್, ರೂಪಿಣಿ, ಭವ್ಯ ಇಂದು ಬೆಳಗ್ಗೆ ೭ ಘಂಟೆಗೆ: [111, 1040, 180, 1056]
- market-price: 2500-3500: [796, 564, 841, 574]
- programs-column-b: [193, 250, 265, 989]
- tika-title: ಟೀಕಾಲೋಕ: [199, 1063, 281, 1081]
- jaya-headline: ಜಯಕರ್ನಾಟಕದಿಂದ ಶಂಕರನಾಗ್ ಪುಣ್ಯಸ್ಮರಣೆ: [290, 1035, 472, 1046]
- program-title: ಜಿಲ್ಲಾ ಪಂಚಾಯತಿ ಕೆಡಿಪಿ ದಿಶಾ: [114, 657, 178, 679]
- akashavani-date: ೧೪-೧೧-೨೦೨೫: [730, 69, 760, 75]
- main-text-2c: ಬೆಂಗಳೂರು ನ. ೧೩: ಸುಪ್ರೀಂ ಕೋರ್ಟ್ ತೀರ್ಪು ರಾಜ್ಯದ ಪಾಲಿಗೆ ಮಹತ್ವದ್ದಾಗಿದೆ. ಮೇಕೆದಾಟು ಯೋಜನೆ ಜಾರಿಯಿಂದ ಬೆಂಗಳೂರು ನಗರಕ್ಕೆ ಕುಡಿಯುವ ನೀರು ಪೂರೈಕೆ ಸಾಧ್ಯವಾಗಲಿದೆ. ಕೇಂದ್ರ ಜಲ ಆಯೋಗ ಶೀಘ್ರ ಅನುಮತಿ ನೀಡಬೇಕು ಎಂದು ಡಿಸಿಎಂ ಒತ್ತಾಯಿಸಿದರು. ತಮಿಳುನಾಡು ಸರ್ಕಾರ ರಾಜಕೀಯ ಕಾರಣಕ್ಕಾಗಿ ಯೋಜನೆ ವಿರೋಧಿಸುತ್ತಿದೆ.: [358, 415, 436, 491]
- program-text-more: ಕಪ್ಪಲಮಡಗು ಗ್ರಾಮದಲ್ಲಿ ಶ್ರೀ ದೇವಾಲಯದಲ್ಲಿ ಕಾರ್ತೀಕ ಮಾಸದ ಅಂಗವಾಗಿ ಇಂದು ಸಂಜೆ ದೀಪಾರಾಧನೆ ನಡೆಯಲಿದೆ.: [107, 444, 185, 477]
- kiran-text-2: ಚಿಂತಾಮಣಿ ನ. ೧೩: ಕರ್ನಾಟಕ ರಾಜ್ಯ ಸರ್ಕಾರಿ ನೌಕರರ ಸಂಘದ ವತಿಯಿಂದ ಸೇವೆಯಲ್ಲಿ ಉತ್ತಮ ಸಾಧನೆ ಮಾಡಿದ ಕಿರಣ್‌ಕುಮಾರ್ ಅವರನ್ನು ಸನ್ಮಾನಿಸಿ ಅಭಿನಂದಿಸಲಾಯಿತು. ಸಂಘದ ಅಧ್ಯಕ್ಷರು, ಪದಾಧಿಕಾರಿಗಳು ಉಪಸ್ಥಿತರಿದ್ದರು. ನೌಕರರ ಹಿತರಕ್ಷಣೆಗೆ ಸಂಘ ಸದಾ ಬದ್ಧವಾಗಿದೆ ಎಂದರು.: [476, 919, 657, 960]
- tv-program-title: ಐಡೆಂಟಿಟಿ: [217, 644, 241, 654]
- today-cartoon-title: ಇಂದಿನ ಹಸು: [158, 130, 213, 145]
- tv-program-title: ದಾಸ: [223, 332, 235, 342]
- tv-program-text: ಇಂದು ಮ. ೧-೩೦ ಘಂಟೆಗೆ: [204, 604, 254, 611]
- market-title: ಮಾರುಕಟ್ಟೆ ಧಾರಣೆ: [751, 537, 823, 551]
- akashavani-day: ಶುಕ್ರವಾರ: [823, 69, 840, 75]
- tv-program-title: ಶಿವಗಾಮಿ: [217, 591, 241, 601]
- tv-program-text: ಪ್ರಜ್ವಲ್ ದೇವರಾಜ್, ಅವಿನಾಶ್ ಇಂದು ಬೆಳಗ್ಗೆ ೯ ಘಂಟೆಗೆ: [194, 448, 264, 463]
- program-title: ಕೋಲಾರಮ್ಮನಿಗೆ ಕಾರ್ತೀಕದೀಪೋತ್ಸವ: [121, 253, 171, 274]
- special-days: ಮಕ್ಕಳ ದಿನ/ನೆಹರೂ ಜನ್ಮದಿನ/ವಿಶ್ವ ಮಧುಮೇಹ ದಿನ: [648, 28, 749, 35]
- program-title: ಕಪ್ಪಲಮಡಗುವಿನಲ್ಲಿ ದೀಪಾರಾಧನೋತ್ಸವ: [121, 384, 171, 406]
- kiran-headline: ನೌಕರರ ಸಂಘದಿಂದ ಕಿರಣ್‌ಕುಮಾರ್‌ಗೆ ಅಭಿನಂದನೆ: [383, 668, 657, 684]
- main-text-1f: ನವದೆಹಲಿ ನ. ೧೩: ಕರ್ನಾಟಕ ಮತ್ತು ತಮಿಳುನಾಡು ನಡುವಿನ ಕಾವೇರಿ ನದಿ ನೀರು ಹಂಚಿಕೆ ವಿವಾದದ ಭಾಗವಾದ ಮೇಕೆದಾಟು ಯೋಜನೆ ವಿರುದ್ಧ ತಮಿಳುನಾಡು ಸಲ್ಲಿಸಿದ್ದ ಅರ್ಜಿಯನ್ನು ಸುಪ್ರೀಂ ಕೋರ್ಟ್ ವಜಾಗೊಳಿಸಿದೆ. ಯೋಜನೆಯ ವಿಸ್ತೃತ ಯೋಜನಾ ವರದಿ ತಯಾರಿಕೆ ಹಂತದಲ್ಲಿ ಮಧ್ಯಪ್ರವೇಶ ಮಾಡಲು ನ್ಯಾಯಪೀಠ ನಿರಾಕರಿಸಿತು.: [440, 376, 518, 452]
- brief-caption-1: ಚಿಂತಾಮಣಿ ತಾಲ್ಲೂಕಿನ ಶಾಲೆಯಲ್ಲಿ ಕನ್ನಡ ರಾಜ್ಯೋತ್ಸವ ಹಾಗೂ ಮಕ್ಕಳ ದಿನಾಚರಣೆ ಕಾರ್ಯಕ್ರಮದಲ್ಲಿ ಶಿಕ್ಷಕರು, ಪೋಷಕರು ಮತ್ತು ವಿದ್ಯಾರ್ಥಿಗಳು ಪಾಲ್ಗೊಂಡಿದ್ದರು. ಗಣ್ಯರು ಮಾತನಾಡಿ ಕನ್ನಡ ಭಾಷೆ ಉಳಿಸುವಂತೆ ಕರೆ ನೀಡಿದರು.: [667, 756, 845, 780]
- jaya-photo: [292, 1049, 470, 1129]
- film-text: ಅಶ್ಲೀತಾ ರಾಜು, ಶಂಭಾ: [124, 1156, 167, 1163]
- tv-program-text: ಟಿ. ಥಾಮಸ್, ತ್ರಿಷಾ ಕೃಷ್ಣನ್ ಇಂದು ಬೆಳಗ್ಗೆ ೧೦ ಘಂಟೆಗೆ: [197, 657, 261, 673]
- market-price: 1500-3000: [796, 590, 841, 600]
- market-item: ನವಿಲುಕೋಸು: [733, 655, 765, 664]
- programs-column-a: [107, 250, 185, 989]
- program-text-more: ಕೋಲಾರದ ನಗರದೇವತೆ ಕೋಲಾರಮ್ಮ ದೇವಾಲಯದಲ್ಲಿ ಕಾರ್ತೀಕ ಮಾಸದ ಸಲುವಾಗಿ ಇಂದು ಸಂಜೆ ೫-೩೦ ಘಂಟೆ ಯಿಂದ ಗಣಪತಿ ಪೂಜೆ, ಪಂಚಾಮೃತ ಅಭಿಷೇಕ, ಮಹಾಮಂಗಳಾರತಿ, ತೀರ್ಥ ಪ್ರಸಾದ ವಿನಿಯೋಗ.: [107, 330, 185, 380]
- sahitya-text2-cont2: ಚಿಂತಾಮಣಿ ನ. ೧೩: ಸುಸ್ತಿಸಾಲ ವಸೂಲಿಯಲ್ಲಿ ಪ್ರಗತಿ ಸಾಧಿಸಿರುವ ಡಿಸಿಸಿ ಬ್ಯಾಂಕ್ ರೈತರಿಗೆ ಸಾಲ ವಿತರಣೆ ಮಾಡಲು ಕ್ರಮ ಕೈಗೊಂಡಿದೆ ಎಂದು ಬ್ಯಾಂಕಿನ ಅಧ್ಯಕ್ಷರು ತಿಳಿಸಿದರು. ಮಹಿಳಾ ಸ್ವಸಹಾಯ ಸಂಘಗಳಿಗೂ ಸಾಲ ನೀಡಲಾಗುವುದು.: [275, 519, 355, 569]
- main-text-1g: ನವದೆಹಲಿ ನ. ೧೩: ಕರ್ನಾಟಕ ಮತ್ತು ತಮಿಳುನಾಡು ನಡುವಿನ ಕಾವೇರಿ ನದಿ ನೀರು ಹಂಚಿಕೆ ವಿವಾದದ ಭಾಗವಾದ ಮೇಕೆದಾಟು ಯೋಜನೆ ವಿರುದ್ಧ ತಮಿಳುನಾಡು ಸಲ್ಲಿಸಿದ್ದ ಅರ್ಜಿಯನ್ನು ಸುಪ್ರೀಂ ಕೋರ್ಟ್ ವಜಾಗೊಳಿಸಿದೆ. ಯೋಜನೆಯ ವಿಸ್ತೃತ ಯೋಜನಾ ವರದಿ ತಯಾರಿಕೆ ಹಂತದಲ್ಲಿ ಮಧ್ಯಪ್ರವೇಶ ಮಾಡಲು ನ್ಯಾಯಪೀಠ ನಿರಾಕರಿಸಿತು.: [522, 269, 620, 327]
- jaya-text-1: ಕೋಲಾರ ನ. ೧೩: ಜಯ ಕರ್ನಾಟಕ ಜನಪರ ವೇದಿಕೆ ವತಿಯಿಂದ ನಗರದಲ್ಲಿ ನಟ ಶಂಕರನಾಗ್ ಅವರ ಪುಣ್ಯಸ್ಮರಣೆ ಅಂಗವಾಗಿ ಆಟೋ ಚಾಲಕರಿಗೆ ಸಿಹಿ ಹಂಚಲಾಯಿತು. ಕನ್ನಡ ಚಿತ್ರರಂಗಕ್ಕೆ ಶಂಕರನಾಗ್ ಕೊಡುಗೆ ಅಪಾರ ಎಂದು ವೇದಿಕೆಯ ಜಿಲ್ಲಾಧ್ಯಕ್ಷರು ಸ್ಮರಿಸಿದರು. ಪದಾಧಿಕಾರಿಗಳು ಭಾಗವಹಿಸಿದ್ದರು.: [290, 1133, 379, 1191]
- main-text-1j: ನವದೆಹಲಿ ನ. ೧೩: ಕರ್ನಾಟಕ ಮತ್ತು ತಮಿಳುನಾಡು ನಡುವಿನ ಕಾವೇರಿ ನದಿ ನೀರು ಹಂಚಿಕೆ ವಿವಾದದ ಭಾಗವಾದ ಮೇಕೆದಾಟು ಯೋಜನೆ ವಿರುದ್ಧ ತಮಿಳುನಾಡು ಸಲ್ಲಿಸಿದ್ದ ಅರ್ಜಿಯನ್ನು ಸುಪ್ರೀಂ ಕೋರ್ಟ್ ವಜಾಗೊಳಿಸಿದೆ. ಯೋಜನೆಯ ವಿಸ್ತೃತ ಯೋಜನಾ ವರದಿ ತಯಾರಿಕೆ ಹಂತದಲ್ಲಿ ಮಧ್ಯಪ್ರವೇಶ ಮಾಡಲು ನ್ಯಾಯಪೀಠ ನಿರಾಕರಿಸಿತು.: [624, 402, 722, 461]
- kiran-text-4: ಚಿಂತಾಮಣಿ ನ. ೧೩: ಕರ್ನಾಟಕ ರಾಜ್ಯ ಸರ್ಕಾರಿ ನೌಕರರ ಸಂಘದ ವತಿಯಿಂದ ಸೇವೆಯಲ್ಲಿ ಉತ್ತಮ ಸಾಧನೆ ಮಾಡಿದ ಕಿರಣ್‌ಕುಮಾರ್ ಅವರನ್ನು ಸನ್ಮಾನಿಸಿ ಅಭಿನಂದಿಸಲಾಯಿತು. ಸಂಘದ ಅಧ್ಯಕ್ಷರು, ಪದಾಧಿಕಾರಿಗಳು ಉಪಸ್ಥಿತರಿದ್ದರು. ನೌಕರರ ಹಿತರಕ್ಷಣೆಗೆ ಸಂಘ ಸದಾ ಬದ್ಧವಾಗಿದೆ ಎಂದರು.: [570, 1041, 660, 1090]
- sahitya-text: ಚಿಕ್ಕಬಳ್ಳಾಪುರ ನ. ೧೩: ಕೋಲಾರದ ಸಾಹಿತ್ಯ ವೇದಿಕೆಯಿಂದ ರಾಜ್ಯೋತ್ಸವ ಪ್ರಶಸ್ತಿ ಸಮಾರಂಭಕ್ಕೆ ಕವಿಗಳಿಂದ ಕವನಗಳನ್ನು ಆಹ್ವಾನಿಸಲಾಗಿದೆ. ಆಸಕ್ತರು ತಮ್ಮ ಕವನಗಳನ್ನು ನಿಗದಿತ ದಿನಾಂಕದೊಳಗೆ ಕಳುಹಿಸಬೇಕೆಂದು ವೇದಿಕೆಯ ಅಧ್ಯಕ್ಷರು ತಿಳಿಸಿದ್ದಾರೆ. ಆಯ್ಕೆಯಾದ ಕವನಗಳನ್ನು ಸಂಕಲನವಾಗಿ ಪ್ರಕಟಿಸಲಾಗುವುದು.: [275, 68, 355, 135]
- channel-name: ಜೀ ಪವರ್ ವಾಹಿನಿ: [207, 634, 251, 643]
- main-text-2d: ಬೆಂಗಳೂರು ನ. ೧೩: ಸುಪ್ರೀಂ ಕೋರ್ಟ್ ತೀರ್ಪು ರಾಜ್ಯದ ಪಾಲಿಗೆ ಮಹತ್ವದ್ದಾಗಿದೆ. ಮೇಕೆದಾಟು ಯೋಜನೆ ಜಾರಿಯಿಂದ ಬೆಂಗಳೂರು ನಗರಕ್ಕೆ ಕುಡಿಯುವ ನೀರು ಪೂರೈಕೆ ಸಾಧ್ಯವಾಗಲಿದೆ. ಕೇಂದ್ರ ಜಲ ಆಯೋಗ ಶೀಘ್ರ ಅನುಮತಿ ನೀಡಬೇಕು ಎಂದು ಡಿಸಿಎಂ ಒತ್ತಾಯಿಸಿದರು. ತಮಿಳುನಾಡು ಸರ್ಕಾರ ರಾಜಕೀಯ ಕಾರಣಕ್ಕಾಗಿ ಯೋಜನೆ ವಿರೋಧಿಸುತ್ತಿದೆ.: [522, 209, 620, 267]
- today-cartoon-sub: ಮತ ಎಣಿಕೆ: [170, 147, 201, 156]
- main-subhead-3: ನಿಜ ಶಿವರಾಮ್ ಪ್ರತಿಕ್ರಿಯೆ: [646, 330, 700, 339]
- program-title: ಚಿಂತಾಮಣಿಯಲ್ಲಿ ಲಕ್ಷ ದೀಪೋತ್ಸವ: [117, 480, 175, 502]
- tika-author: - ರಾಜಿ: [268, 1145, 281, 1152]
- brief-subhead: ಸಾಹಿತ್ಯದಿಂದ ಉತ್ತಮ ಗಾಯನ ಕಾರ್ಯಕ್ರಮ: [707, 1214, 805, 1222]
- film-title: ಅಪ್ಪು & ಪಪ್ಪು: [128, 1089, 163, 1099]
- tika-text: • ಜಮೀನುಗಳ ಪೌತಿ ಖಾತೆ ಅಭಿಯಾನ ಸುದ್ದಿ. (ಶಿಕ್ಷಕ) - ಇಷ್ಟು ದಿನಗಳ ಬಳಿಕವಾದರೂ ಎಚ್ಚೆತ್ತರಲ್ಲ! • ಸರ್ಕಾರಿ ಆಸ್ಪತ್ರೆಗಳಲ್ಲಿ ಔಷಧಿ ಕೊರತೆ. (ಡಿ.ಕೆ.ಶಿ. ಸಿಂಧು) - ರೋಗಿಗಳ ಪರದಾಟ ಕೇಳುವವರಾರು? • ಬೆಂಗಳೂರು ರಸ್ತೆ ಗುಂಡಿ ಮುಚ್ಚಲು ಗಡುವು. (ಜನರು) - ಗಡುವಿಗೆ ಗಡುವು ಮುಗಿಯುವುದಿಲ್ಲ.: [199, 1085, 281, 1143]
- main-text-1h: ನವದೆಹಲಿ ನ. ೧೩: ಕರ್ನಾಟಕ ಮತ್ತು ತಮಿಳುನಾಡು ನಡುವಿನ ಕಾವೇರಿ ನದಿ ನೀರು ಹಂಚಿಕೆ ವಿವಾದದ ಭಾಗವಾದ ಮೇಕೆದಾಟು ಯೋಜನೆ ವಿರುದ್ಧ ತಮಿಳುನಾಡು ಸಲ್ಲಿಸಿದ್ದ ಅರ್ಜಿಯನ್ನು ಸುಪ್ರೀಂ ಕೋರ್ಟ್ ವಜಾಗೊಳಿಸಿದೆ. ಯೋಜನೆಯ ವಿಸ್ತೃತ ಯೋಜನಾ ವರದಿ ತಯಾರಿಕೆ ಹಂತದಲ್ಲಿ ಮಧ್ಯಪ್ರವೇಶ ಮಾಡಲು ನ್ಯಾಯಪೀಠ ನಿರಾಕರಿಸಿತು.: [522, 389, 620, 448]
- tv-program-title: ಚೋರ ಚಿತ್ತ ಚೋರ: [205, 520, 253, 530]
- main-text-1: ನವದೆಹಲಿ ನ. ೧೩: ಕರ್ನಾಟಕ ಮತ್ತು ತಮಿಳುನಾಡು ನಡುವಿನ ಕಾವೇರಿ ನದಿ ನೀರು ಹಂಚಿಕೆ ವಿವಾದದ ಭಾಗವಾದ ಮೇಕೆದಾಟು ಯೋಜನೆ ವಿರುದ್ಧ ತಮಿಳುನಾಡು ಸಲ್ಲಿಸಿದ್ದ ಅರ್ಜಿಯನ್ನು ಸುಪ್ರೀಂ ಕೋರ್ಟ್ ವಜಾಗೊಳಿಸಿದೆ. ಯೋಜನೆಯ ವಿಸ್ತೃತ ಯೋಜನಾ ವರದಿ ತಯಾರಿಕೆ ಹಂತದಲ್ಲಿ ಮಧ್ಯಪ್ರವೇಶ ಮಾಡಲು ನ್ಯಾಯಪೀಠ ನಿರಾಕರಿಸಿತು.: [358, 75, 474, 124]
- market-price: 2000-4000: [796, 616, 841, 626]
- channel-name: ಕಲರ್ಸ್ ಸೂಪರ್: [209, 384, 249, 393]
- sahitya-sub: ಅಚ್ಚಗಳ ಆಹ್ವಾನ: [296, 56, 334, 64]
- sahitya-text2-cont3: ಚಿಂತಾಮಣಿ ನ. ೧೩: ಸುಸ್ತಿಸಾಲ ವಸೂಲಿಯಲ್ಲಿ ಪ್ರಗತಿ ಸಾಧಿಸಿರುವ ಡಿಸಿಸಿ ಬ್ಯಾಂಕ್ ರೈತರಿಗೆ ಸಾಲ ವಿತರಣೆ ಮಾಡಲು ಕ್ರಮ ಕೈಗೊಂಡಿದೆ ಎಂದು ಬ್ಯಾಂಕಿನ ಅಧ್ಯಕ್ಷರು ತಿಳಿಸಿದರು. ಮಹಿಳಾ ಸ್ವಸಹಾಯ ಸಂಘಗಳಿಗೂ ಸಾಲ ನೀಡಲಾಗುವುದು.: [275, 640, 355, 689]
- tv-program-text: ಜಗ್ಗೇಶ್, ವಿಜಯಲಕ್ಷ್ಮಿ ಇಂದು ಮಧ್ಯಾಹ್ನ: [193, 377, 265, 384]
- main-text-1i: ನವದೆಹಲಿ ನ. ೧೩: ಕರ್ನಾಟಕ ಮತ್ತು ತಮಿಳುನಾಡು ನಡುವಿನ ಕಾವೇರಿ ನದಿ ನೀರು ಹಂಚಿಕೆ ವಿವಾದದ ಭಾಗವಾದ ಮೇಕೆದಾಟು ಯೋಜನೆ ವಿರುದ್ಧ ತಮಿಳುನಾಡು ಸಲ್ಲಿಸಿದ್ದ ಅರ್ಜಿಯನ್ನು ಸುಪ್ರೀಂ ಕೋರ್ಟ್ ವಜಾಗೊಳಿಸಿದೆ. ಯೋಜನೆಯ ವಿಸ್ತೃತ ಯೋಜನಾ ವರದಿ ತಯಾರಿಕೆ ಹಂತದಲ್ಲಿ ಮಧ್ಯಪ್ರವೇಶ ಮಾಡಲು ನ್ಯಾಯಪೀಠ ನಿರಾಕರಿಸಿತು.: [624, 209, 722, 267]
- kiran-continued: [475, 1040, 660, 1325]
